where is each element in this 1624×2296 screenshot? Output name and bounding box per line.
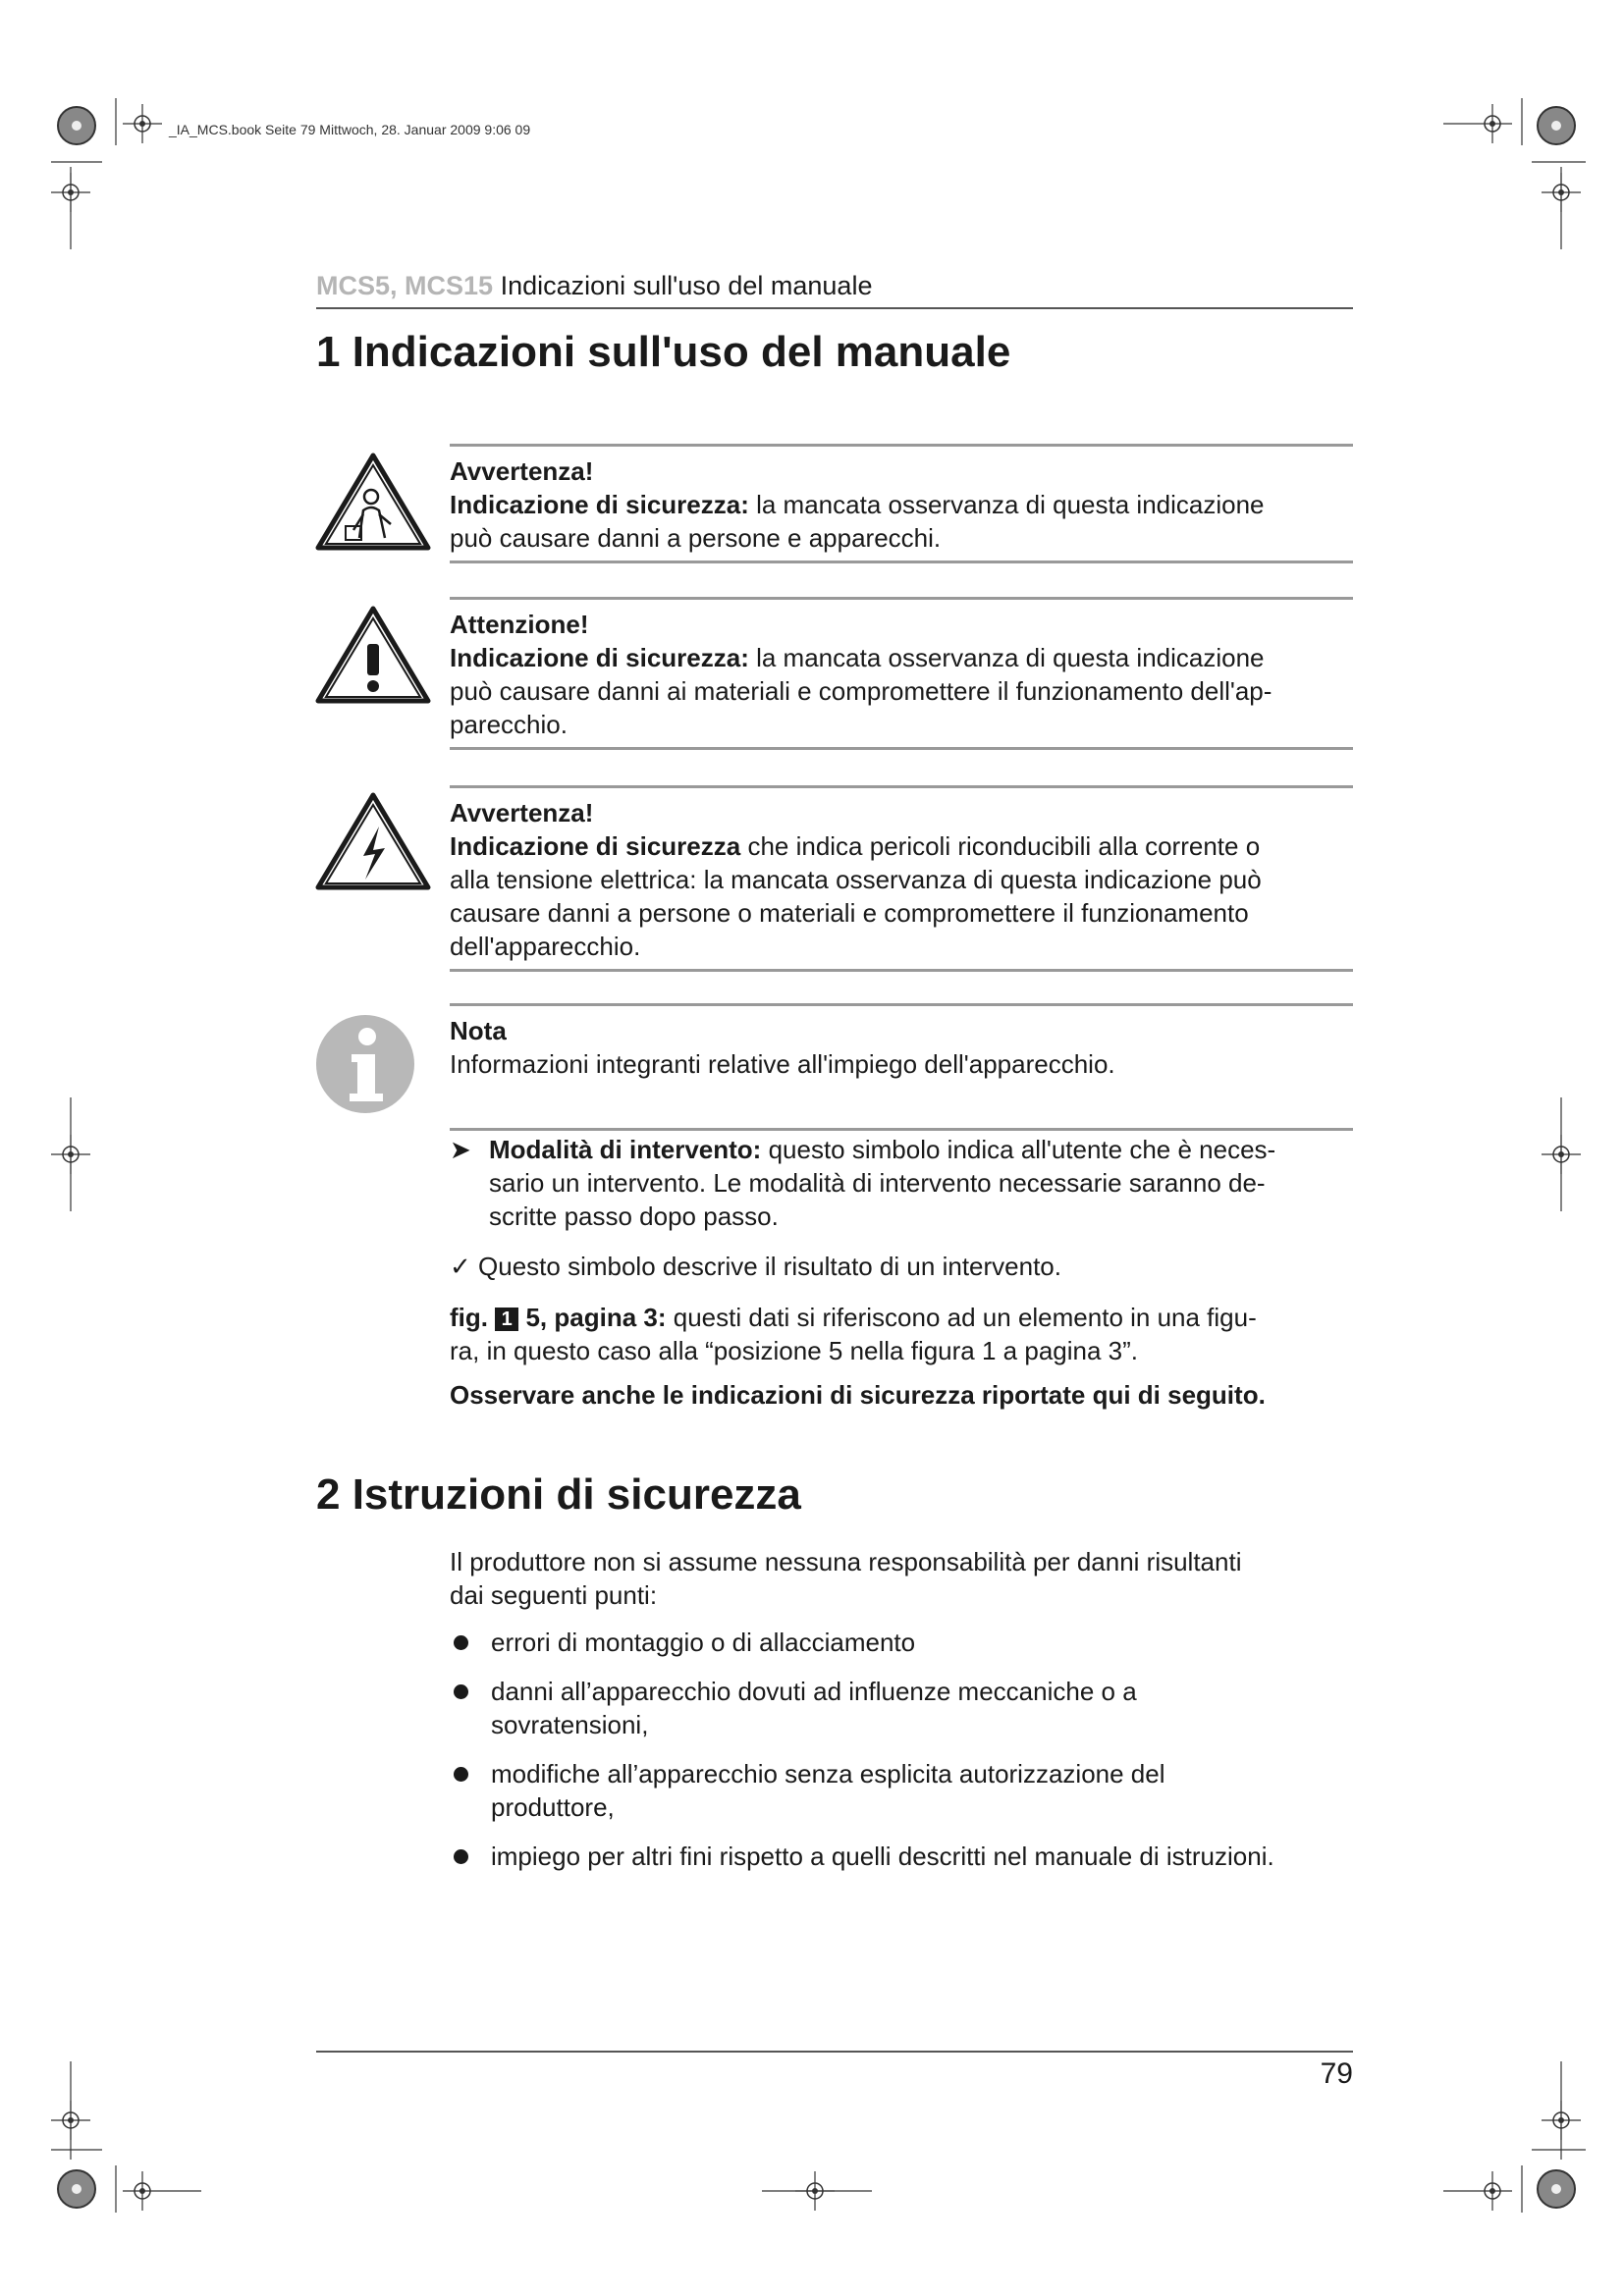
- notice-line: può causare danni ai materiali e compromettere il funzionamento dell'ap-: [450, 676, 1272, 706]
- notice-title: Attenzione!: [450, 610, 589, 639]
- notice-line: [450, 641, 1353, 674]
- figure-reference-text: questi dati si riferiscono ad un elemento in una figu-: [673, 1303, 1257, 1332]
- notice-line: [450, 829, 1353, 863]
- info-icon: [314, 1013, 416, 1115]
- list-item: [450, 1757, 1353, 1824]
- list-item: [450, 1626, 1353, 1659]
- figure-reference-prefix: fig.: [450, 1303, 488, 1332]
- notice-line: alla tensione elettrica: la mancata osservanza di questa indicazione può: [450, 865, 1262, 894]
- intro-line: dai seguenti punti:: [450, 1580, 658, 1610]
- list-item: [450, 1675, 1353, 1741]
- list-item-line: impiego per altri fini rispetto a quelli descritti nel manuale di istruzioni.: [491, 1842, 1274, 1871]
- running-head-models: MCS5, MCS15: [316, 271, 494, 300]
- notice-line: [450, 488, 1353, 521]
- note-title: Nota: [450, 1016, 507, 1045]
- notice-title: Avvertenza!: [450, 798, 594, 828]
- action-line: [489, 1133, 1353, 1166]
- action-paragraph: [489, 1133, 1353, 1233]
- registration-burst-icon: [58, 107, 95, 144]
- registration-burst-icon: [58, 2170, 95, 2208]
- figure-number-badge: 1: [495, 1308, 518, 1331]
- figure-reference-suffix: 5, pagina 3:: [525, 1303, 667, 1332]
- safety-notice-closing: Osservare anche le indicazioni di sicurezza riportate qui di seguito.: [450, 1380, 1266, 1410]
- notice-lead: Indicazione di sicurezza:: [450, 643, 749, 672]
- section-2-intro: [450, 1545, 1353, 1612]
- notice-electric-warning: [450, 785, 1353, 972]
- list-item-line: sovratensioni,: [491, 1710, 649, 1739]
- section-1-heading: 1 Indicazioni sull'uso del manuale: [316, 328, 1011, 376]
- registration-mark-icon: [1473, 104, 1512, 143]
- intro-line: Il produttore non si assume nessuna responsabilità per danni risultanti: [450, 1547, 1242, 1576]
- warning-exclamation-icon: [314, 605, 432, 705]
- notice-lead: Indicazione di sicurezza:: [450, 490, 749, 519]
- page-number: 79: [1320, 2057, 1353, 2090]
- notice-line: parecchio.: [450, 710, 568, 739]
- list-item-line: errori di montaggio o di allacciamento: [491, 1628, 916, 1657]
- action-line: sario un intervento. Le modalità di intervento necessarie saranno de-: [489, 1168, 1266, 1198]
- notice-title: Avvertenza!: [450, 456, 594, 486]
- notice-line: dell'apparecchio.: [450, 932, 641, 961]
- result-text: Questo simbolo descrive il risultato di un intervento.: [478, 1252, 1061, 1281]
- figure-reference-line: [450, 1301, 1353, 1334]
- notice-line: causare danni a persone o materiali e compromettere il funzionamento: [450, 898, 1249, 928]
- registration-burst-icon: [1538, 107, 1575, 144]
- note-text: Informazioni integranti relative all'impiego dell'apparecchio.: [450, 1049, 1115, 1079]
- notice-text: che indica pericoli riconducibili alla corrente o: [747, 831, 1261, 861]
- checkmark-icon: ✓: [450, 1252, 471, 1281]
- figure-reference-paragraph: [450, 1301, 1353, 1367]
- notice-line: può causare danni a persone e apparecchi.: [450, 523, 942, 553]
- running-head: [316, 271, 1353, 309]
- list-item-line: modifiche all’apparecchio senza esplicita autorizzazione del: [491, 1759, 1165, 1789]
- note-box: [450, 1003, 1353, 1131]
- registration-mark-icon: [123, 2171, 162, 2211]
- notice-attention: [450, 597, 1353, 750]
- notice-text: la mancata osservanza di questa indicazione: [756, 643, 1265, 672]
- notice-text: la mancata osservanza di questa indicazione: [756, 490, 1265, 519]
- registration-burst-icon: [1538, 2170, 1575, 2208]
- warning-person-icon: [314, 452, 432, 552]
- action-lead: Modalità di intervento:: [489, 1135, 762, 1164]
- footer-rule: [316, 2051, 1353, 2053]
- list-item: [450, 1840, 1353, 1873]
- notice-lead: Indicazione di sicurezza: [450, 831, 741, 861]
- list-item-line: produttore,: [491, 1792, 615, 1822]
- result-paragraph: [450, 1250, 1353, 1283]
- notice-person-warning: [450, 444, 1353, 563]
- liability-bullet-list: [450, 1626, 1353, 1889]
- section-2-heading: 2 Istruzioni di sicurezza: [316, 1470, 801, 1519]
- running-head-title: Indicazioni sull'uso del manuale: [500, 271, 873, 300]
- action-line: scritte passo dopo passo.: [489, 1201, 779, 1231]
- list-item-line: danni all’apparecchio dovuti ad influenze meccaniche o a: [491, 1677, 1137, 1706]
- action-arrow-icon: ➤: [450, 1135, 471, 1164]
- figure-reference-line: ra, in questo caso alla “posizione 5 nella figura 1 a pagina 3”.: [450, 1336, 1138, 1365]
- file-info: _IA_MCS.book Seite 79 Mittwoch, 28. Januar 2009 9:06 09: [169, 122, 531, 137]
- registration-mark-icon: [1473, 2171, 1512, 2211]
- registration-mark-icon: [123, 104, 162, 143]
- warning-electric-icon: [314, 791, 432, 891]
- action-text: questo simbolo indica all'utente che è neces-: [768, 1135, 1276, 1164]
